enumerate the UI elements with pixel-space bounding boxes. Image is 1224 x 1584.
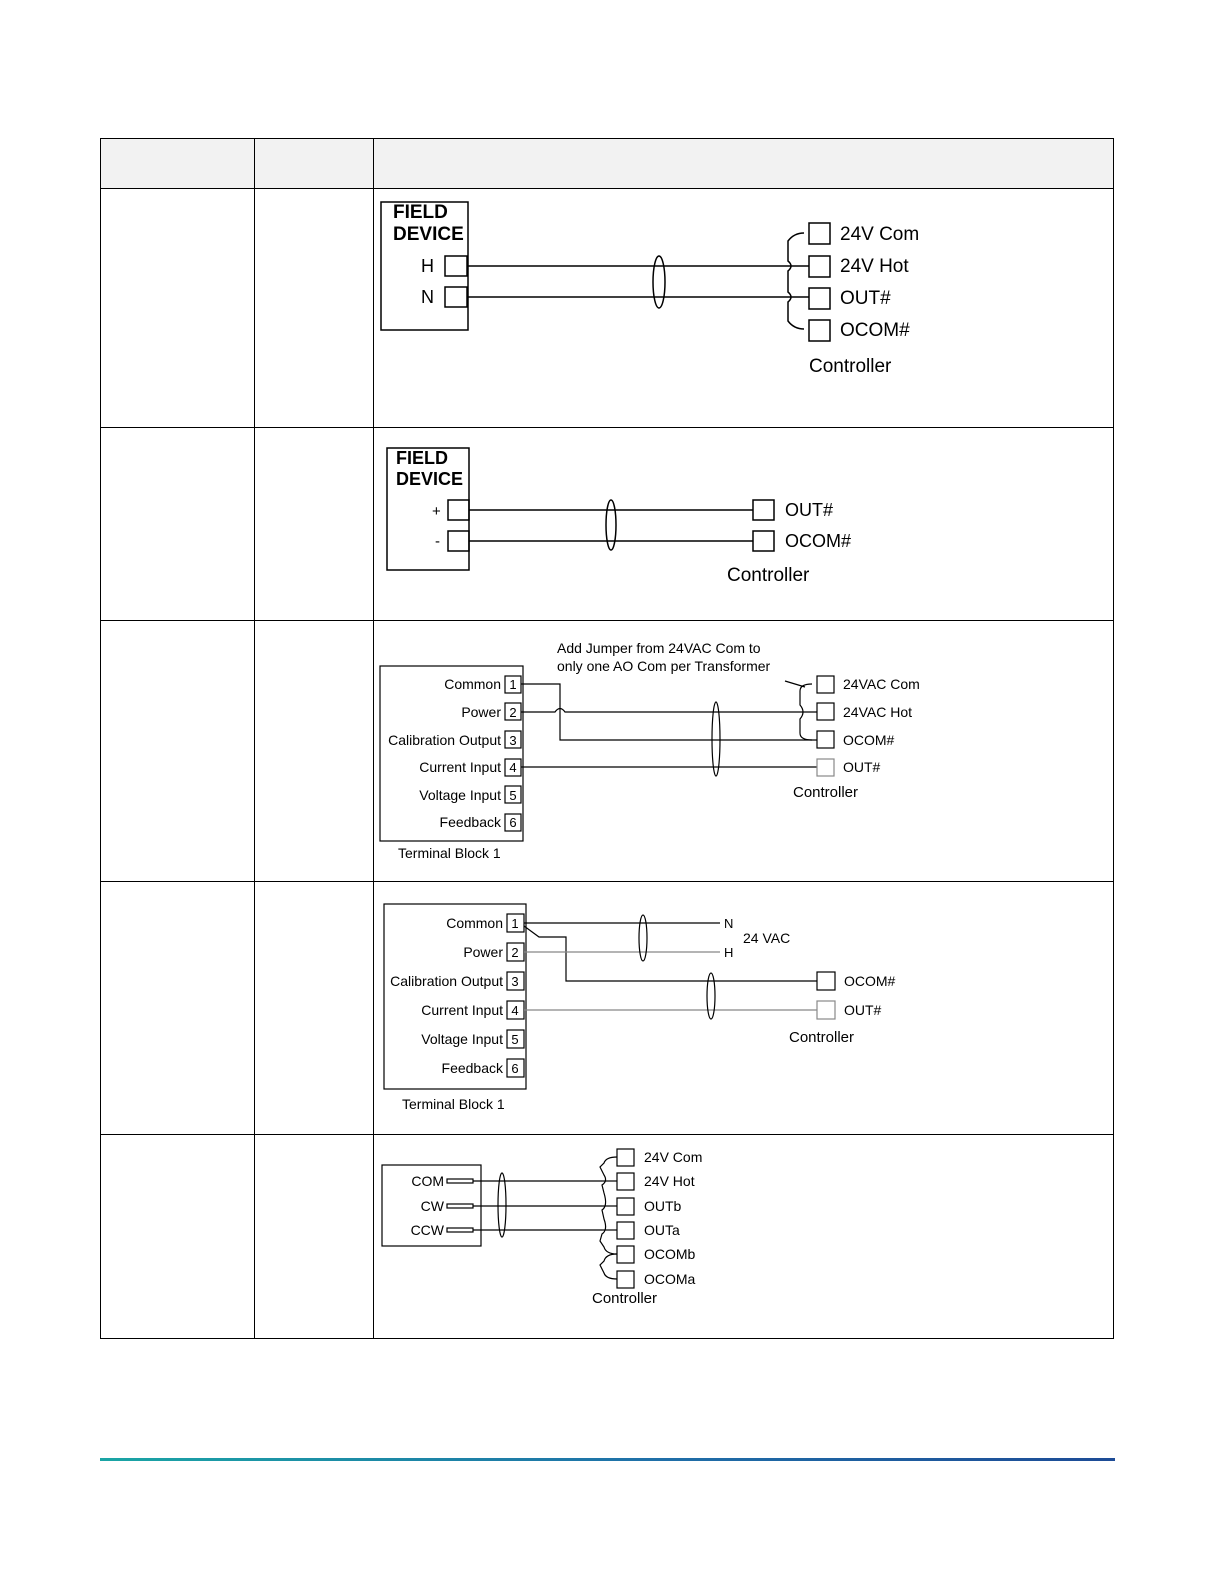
controller-terminal-label: OCOM# — [843, 732, 895, 748]
table-cell — [101, 1135, 255, 1339]
controller-terminal-label: OCOMb — [644, 1246, 696, 1262]
cable-shield-icon — [653, 256, 665, 308]
actuator-floating-wiring-diagram — [374, 1135, 1112, 1338]
device-title: DEVICE — [396, 469, 464, 489]
device-terminal-label: CW — [420, 1198, 444, 1214]
cable-shield-icon — [606, 500, 616, 550]
controller-terminal — [817, 972, 835, 990]
block-terminal-label: Voltage Input — [421, 1031, 503, 1047]
block-terminal-label: Calibration Output — [388, 732, 501, 748]
table-row — [101, 882, 1114, 1135]
jumper-note: Add Jumper from 24VAC Com to — [557, 640, 761, 656]
controller-terminal — [617, 1271, 634, 1288]
supply-terminal-label: N — [724, 916, 734, 931]
table-header-row — [101, 139, 1114, 189]
block-title: Terminal Block 1 — [398, 845, 501, 861]
terminal-h — [445, 256, 467, 276]
block-terminal-number: 2 — [511, 945, 519, 960]
table-cell — [101, 189, 255, 428]
cable-shield-icon — [639, 915, 647, 961]
table-row — [101, 189, 1114, 428]
diagram-cell — [374, 1135, 1114, 1339]
jumper-bracket — [600, 1254, 617, 1279]
table-cell — [255, 882, 374, 1135]
block-terminal-label: Feedback — [441, 1060, 503, 1076]
diagram-cell — [374, 621, 1114, 882]
controller-terminal — [617, 1149, 634, 1166]
controller-terminal-label: OUT# — [844, 1002, 882, 1018]
controller-label: Controller — [727, 565, 810, 586]
block-terminal-number: 3 — [509, 733, 517, 748]
block-terminal-number: 2 — [509, 705, 517, 720]
controller-label: Controller — [793, 784, 859, 801]
terminal-block-24vac-diagram — [374, 882, 1112, 1134]
controller-terminal-label: OCOMa — [644, 1271, 696, 1287]
diagram-cell — [374, 189, 1114, 428]
table-cell — [101, 621, 255, 882]
controller-terminal-label: OUT# — [840, 288, 891, 309]
controller-terminal — [617, 1173, 634, 1190]
controller-terminal-label: OUTb — [644, 1198, 682, 1214]
controller-terminal-label: OCOM# — [785, 531, 852, 551]
controller-label: Controller — [809, 356, 892, 377]
terminal-plus — [448, 500, 469, 520]
header-cell — [101, 139, 255, 189]
controller-terminal-label: OUT# — [785, 500, 834, 520]
controller-terminal — [753, 500, 774, 520]
supply-label: 24 VAC — [743, 930, 791, 946]
block-terminal-number: 5 — [511, 1032, 519, 1047]
controller-terminal-label: OUT# — [843, 759, 881, 775]
device-title: FIELD — [396, 448, 448, 468]
table-cell — [101, 882, 255, 1135]
jumper-bracket — [788, 233, 804, 329]
controller-terminal — [809, 256, 830, 277]
block-terminal-label: Power — [463, 944, 503, 960]
terminal-label: + — [432, 503, 441, 520]
footer-rule — [100, 1458, 1115, 1461]
jumper-note: only one AO Com per Transformer — [557, 658, 771, 674]
controller-terminal — [617, 1222, 634, 1239]
table-cell — [101, 428, 255, 621]
block-terminal-number: 1 — [511, 916, 519, 931]
device-terminal — [447, 1204, 473, 1208]
device-title: FIELD — [393, 202, 448, 223]
block-terminal-label: Common — [444, 676, 501, 692]
block-terminal-label: Common — [446, 915, 503, 931]
controller-terminal-label: OCOM# — [840, 320, 910, 341]
controller-terminal-label: 24V Com — [644, 1149, 703, 1165]
block-terminal-number: 4 — [511, 1003, 519, 1018]
terminal-block-jumper-diagram — [374, 621, 1112, 881]
terminal-label: - — [435, 533, 440, 550]
controller-terminal — [753, 531, 774, 551]
terminal-minus — [448, 531, 469, 551]
header-cell — [374, 139, 1114, 189]
block-terminal-label: Voltage Input — [419, 787, 501, 803]
wire-power — [521, 709, 817, 713]
device-terminal — [447, 1228, 473, 1232]
controller-terminal — [809, 288, 830, 309]
controller-terminal-label: OCOM# — [844, 973, 896, 989]
terminal-label: N — [421, 287, 434, 307]
controller-terminal-label: 24V Hot — [840, 256, 909, 277]
device-title: DEVICE — [393, 224, 464, 245]
controller-terminal — [809, 320, 830, 341]
controller-label: Controller — [789, 1029, 855, 1046]
block-title: Terminal Block 1 — [402, 1096, 505, 1112]
supply-terminal-label: H — [724, 945, 734, 960]
table-row — [101, 1135, 1114, 1339]
controller-terminal — [817, 703, 834, 720]
table-cell — [255, 189, 374, 428]
table-cell — [255, 621, 374, 882]
terminal-label: H — [421, 256, 434, 276]
block-terminal-label: Feedback — [439, 814, 501, 830]
controller-terminal — [809, 223, 830, 244]
controller-terminal — [617, 1246, 634, 1263]
field-device-analog-output-diagram — [374, 428, 1112, 620]
controller-terminal — [817, 731, 834, 748]
field-device-24v-wiring-diagram — [374, 189, 1112, 427]
controller-terminal — [617, 1198, 634, 1215]
header-cell — [255, 139, 374, 189]
block-terminal-label: Current Input — [419, 759, 501, 775]
controller-terminal-label: 24VAC Com — [843, 676, 920, 692]
diagram-cell — [374, 428, 1114, 621]
cable-shield-icon — [498, 1173, 506, 1237]
block-terminal-number: 5 — [509, 788, 517, 803]
cable-shield-icon — [712, 702, 720, 776]
block-terminal-number: 6 — [511, 1061, 519, 1076]
controller-terminal — [817, 676, 834, 693]
device-terminal — [447, 1179, 473, 1183]
table-row — [101, 428, 1114, 621]
device-terminal-label: COM — [411, 1173, 444, 1189]
diagram-cell — [374, 882, 1114, 1135]
block-terminal-number: 6 — [509, 815, 517, 830]
table-row — [101, 621, 1114, 882]
device-terminal-label: CCW — [410, 1222, 444, 1238]
wiring-table — [100, 138, 1114, 1339]
cable-shield-icon — [707, 973, 715, 1019]
block-terminal-number: 4 — [509, 760, 517, 775]
controller-label: Controller — [592, 1290, 658, 1307]
controller-terminal-label: 24VAC Hot — [843, 704, 912, 720]
controller-terminal-label: 24V Hot — [644, 1173, 695, 1189]
block-terminal-number: 3 — [511, 974, 519, 989]
block-terminal-label: Current Input — [421, 1002, 503, 1018]
controller-terminal-label: OUTa — [644, 1222, 680, 1238]
table-cell — [255, 428, 374, 621]
block-terminal-label: Calibration Output — [390, 973, 503, 989]
block-terminal-label: Power — [461, 704, 501, 720]
controller-terminal — [817, 759, 834, 776]
block-terminal-number: 1 — [509, 677, 517, 692]
controller-terminal — [817, 1001, 835, 1019]
controller-terminal-label: 24V Com — [840, 224, 920, 245]
jumper-pointer — [785, 681, 805, 687]
terminal-n — [445, 287, 467, 307]
table-cell — [255, 1135, 374, 1339]
